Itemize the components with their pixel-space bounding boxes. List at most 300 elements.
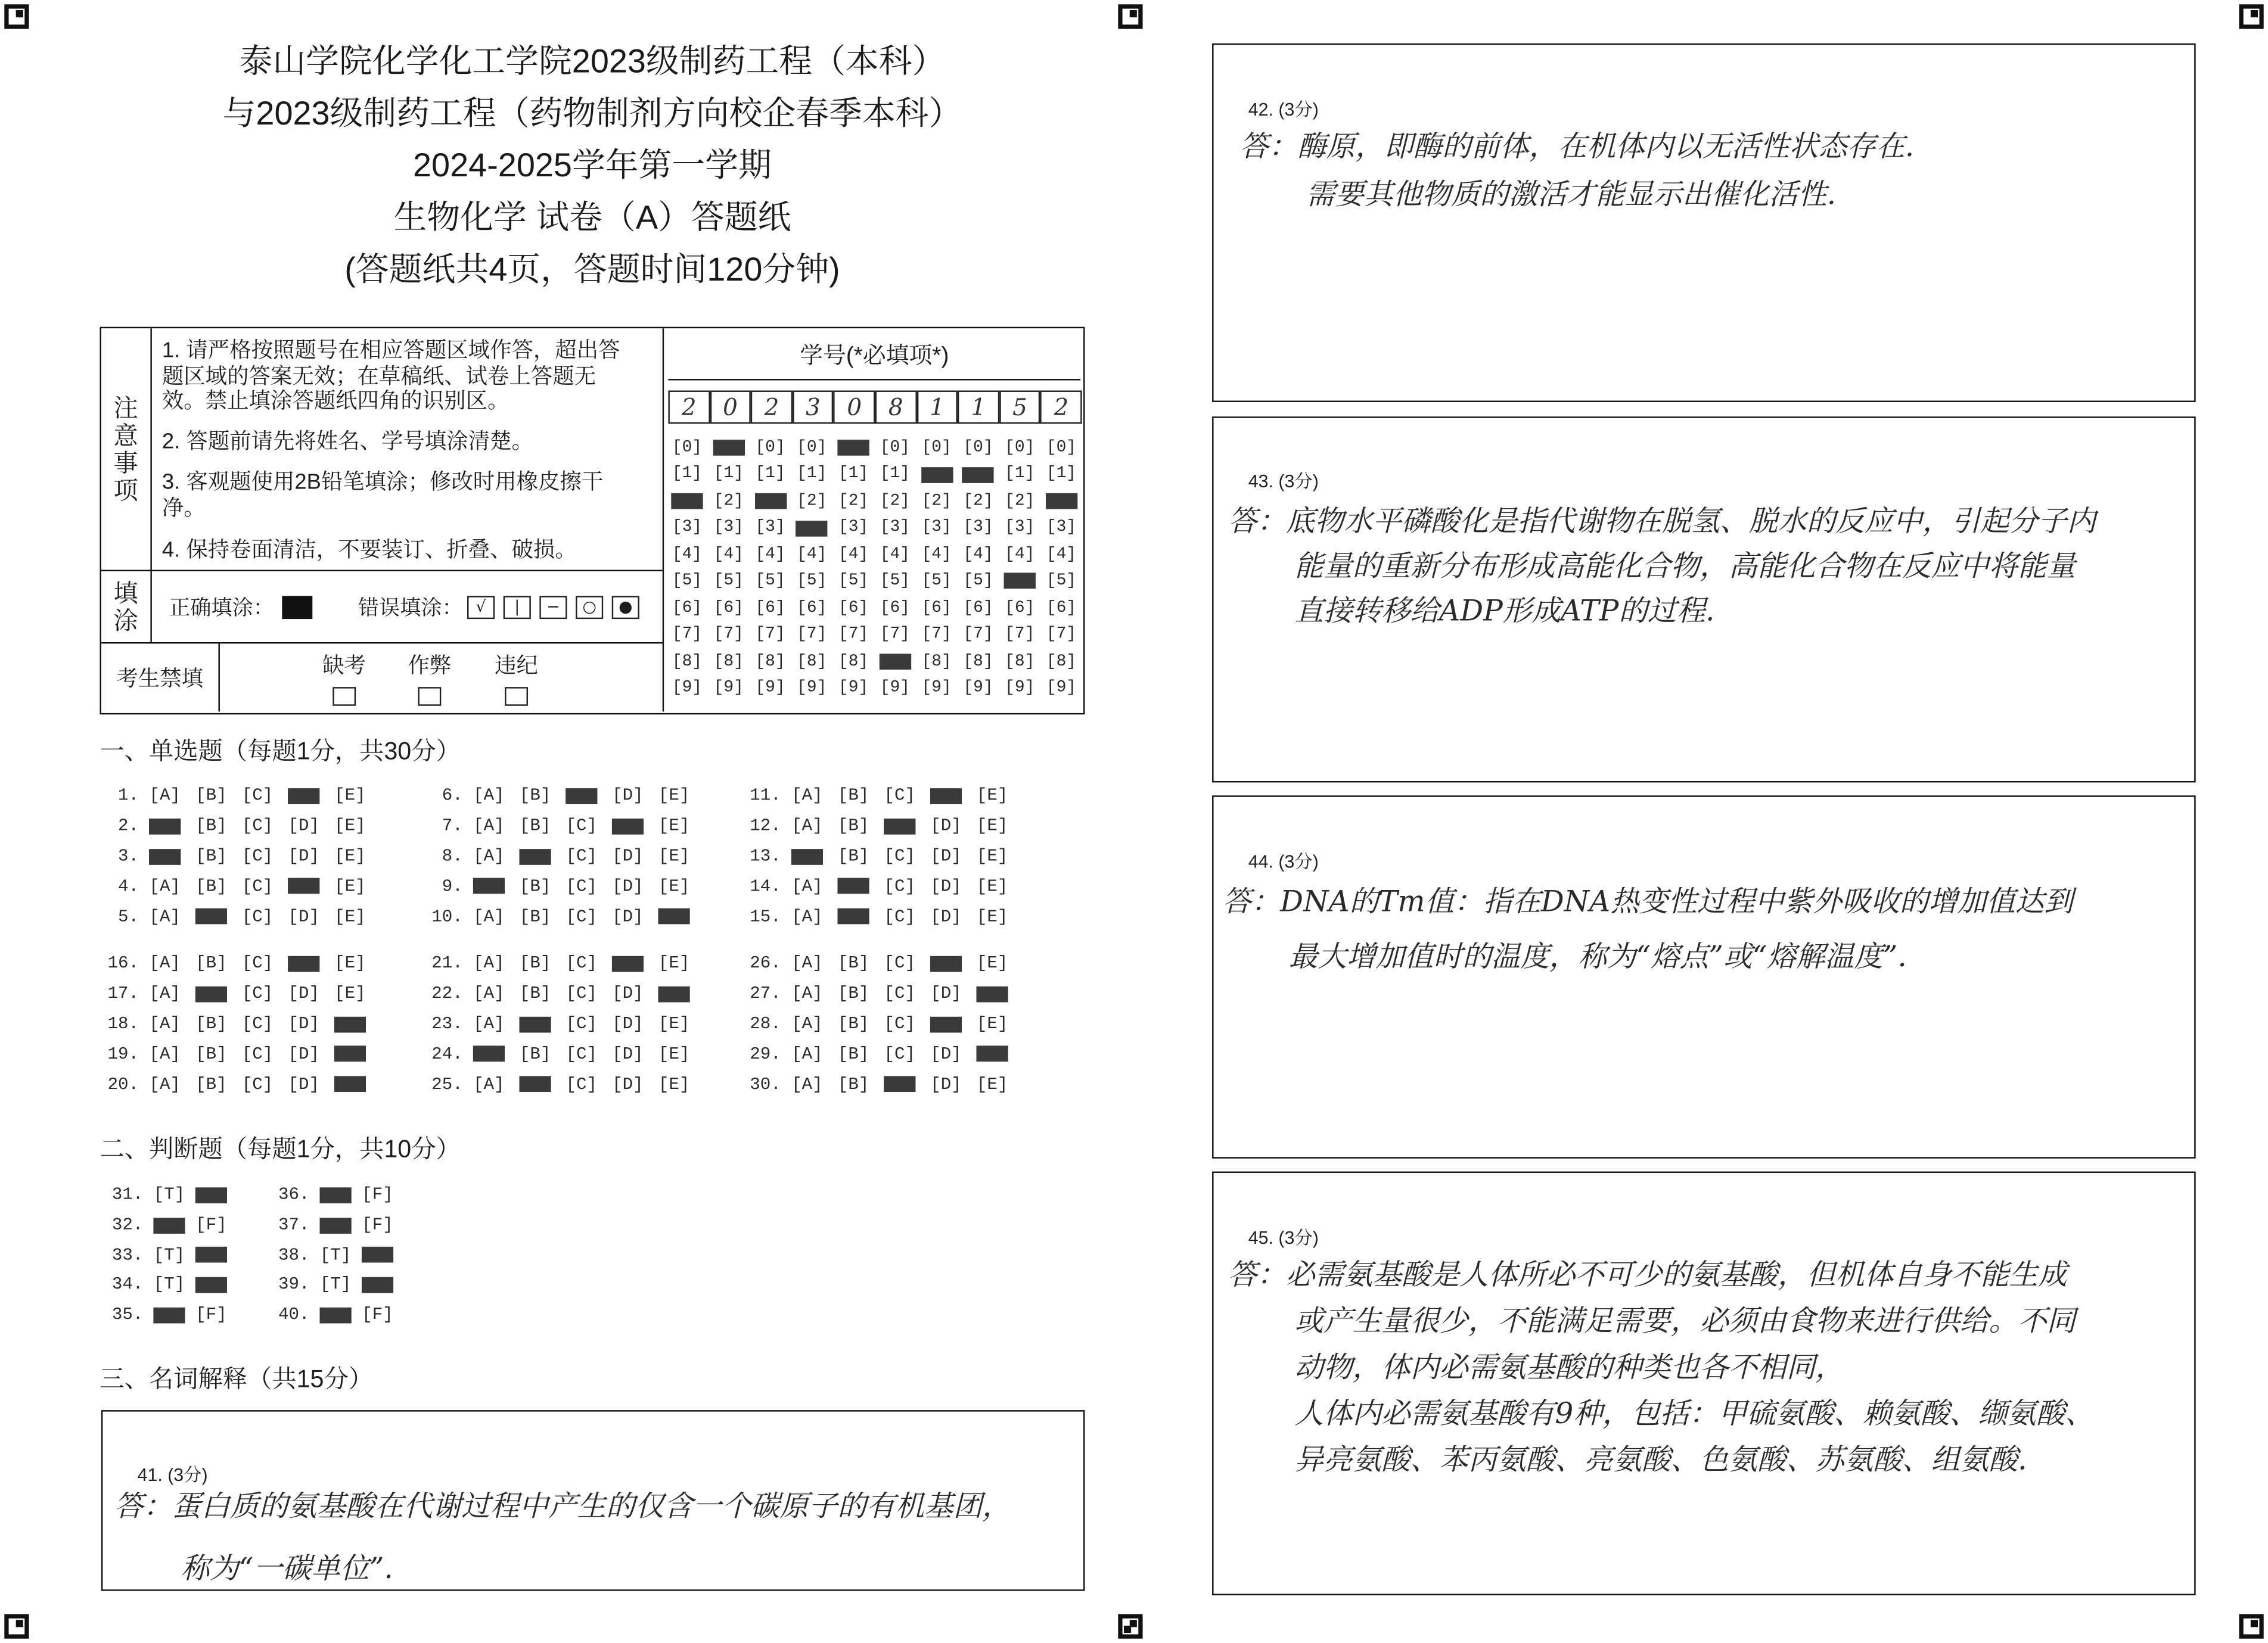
mcq-option: [A] bbox=[149, 983, 181, 1004]
question-label: 44. (3分) bbox=[1248, 851, 1319, 872]
student-id-bubble: [5] bbox=[838, 571, 869, 591]
student-id-bubble: [9] bbox=[1046, 678, 1077, 698]
status-checkbox bbox=[418, 687, 441, 706]
mcq-question bbox=[104, 1043, 381, 1066]
mcq-number: 6. bbox=[442, 785, 463, 806]
student-id-bubble: [6] bbox=[1046, 598, 1077, 617]
student-id-bubble: [4] bbox=[838, 544, 869, 564]
student-id-bubble: [5] bbox=[713, 571, 744, 591]
mcq-option-filled bbox=[519, 1012, 551, 1035]
handwritten-answer-line: 称为“一碳单位”. bbox=[181, 1550, 393, 1585]
notes-label: 注意事项 bbox=[113, 394, 138, 505]
handwritten-answer-line: 动物，体内必需氨基酸的种类也各不相同， bbox=[1294, 1349, 1844, 1384]
mcq-option: [A] bbox=[791, 876, 823, 897]
corner-marker-bottom-left bbox=[4, 1614, 29, 1638]
mcq-option: [B] bbox=[195, 1073, 227, 1094]
mcq-option: [B] bbox=[195, 953, 227, 973]
mcq-option: [C] bbox=[884, 1044, 915, 1065]
student-id-bubble-filled bbox=[671, 490, 703, 512]
wrong-fill-dash-mark: − bbox=[539, 595, 567, 618]
student-id-digit: 0 bbox=[847, 393, 862, 421]
student-id-digit-box bbox=[916, 391, 958, 424]
student-id-bubble-filled bbox=[796, 517, 828, 539]
answer-box-44 bbox=[1212, 795, 2196, 1158]
student-id-bubble: [5] bbox=[755, 571, 785, 591]
student-id-bubble: [3] bbox=[880, 518, 911, 537]
student-id-digit: 2 bbox=[1054, 393, 1069, 421]
tf-option: [T] bbox=[153, 1244, 185, 1265]
mcq-option-filled bbox=[149, 844, 181, 867]
mcq-option-filled bbox=[930, 784, 962, 807]
mcq-number: 18. bbox=[107, 1013, 139, 1034]
mcq-option: [A] bbox=[791, 906, 823, 927]
student-id-bubble: [7] bbox=[1005, 625, 1035, 644]
answer-box-42 bbox=[1212, 43, 2196, 402]
mcq-question bbox=[428, 905, 704, 928]
mcq-option-filled bbox=[884, 1072, 915, 1096]
student-id-bubble: [6] bbox=[755, 598, 785, 617]
question-label: 43. (3分) bbox=[1248, 471, 1319, 492]
student-id-digit: 8 bbox=[888, 393, 903, 421]
student-id-bubble: [3] bbox=[838, 518, 869, 537]
mcq-option-filled bbox=[288, 784, 319, 807]
tf-number: 36. bbox=[278, 1184, 310, 1205]
mcq-option: [C] bbox=[884, 953, 915, 973]
handwritten-answer bbox=[102, 1475, 1085, 1591]
mcq-option: [B] bbox=[837, 845, 869, 866]
mcq-number: 29. bbox=[750, 1044, 781, 1065]
title-line: 与2023级制药工程（药物制剂方向校企春季本科） bbox=[222, 94, 962, 132]
tf-question bbox=[108, 1213, 237, 1236]
student-id-digit-box bbox=[1040, 391, 1082, 424]
status-option-label: 违纪 bbox=[495, 654, 538, 679]
mcq-question bbox=[746, 1072, 1023, 1096]
student-id-digit-box bbox=[958, 391, 999, 424]
mcq-option: [D] bbox=[930, 906, 962, 927]
student-id-bubble: [0] bbox=[963, 438, 993, 458]
student-id-digit-box bbox=[751, 391, 792, 424]
mcq-question bbox=[428, 982, 704, 1005]
mcq-number: 2. bbox=[118, 816, 139, 836]
mcq-number: 19. bbox=[107, 1044, 139, 1065]
mcq-option: [A] bbox=[149, 1044, 181, 1065]
note-item: 4. 保持卷面清洁，不要装订、折叠、破损。 bbox=[161, 538, 577, 563]
handwritten-answer-line: 异亮氨酸、苯丙氨酸、亮氨酸、色氨酸、苏氨酸、组氨酸. bbox=[1294, 1442, 2027, 1477]
student-id-bubble: [2] bbox=[1005, 491, 1035, 511]
mcq-option-filled bbox=[884, 814, 915, 838]
wrong-fill-dot-mark: ● bbox=[612, 595, 639, 618]
mcq-option: [D] bbox=[288, 983, 319, 1004]
student-id-bubble: [5] bbox=[797, 571, 827, 591]
mcq-option-filled bbox=[930, 1012, 962, 1035]
mcq-option: [C] bbox=[566, 816, 597, 836]
mcq-option: [D] bbox=[288, 1013, 319, 1034]
mcq-question bbox=[428, 784, 704, 807]
mcq-option: [A] bbox=[149, 785, 181, 806]
student-id-bubble: [9] bbox=[921, 678, 952, 698]
question-label: 42. (3分) bbox=[1248, 99, 1319, 120]
mcq-option: [C] bbox=[566, 906, 597, 927]
mcq-option: [A] bbox=[149, 1073, 181, 1094]
mcq-option-filled bbox=[976, 1043, 1008, 1066]
mcq-option: [B] bbox=[195, 1044, 227, 1065]
mcq-number: 7. bbox=[442, 816, 463, 836]
student-id-bubble: [5] bbox=[1046, 571, 1077, 591]
mcq-option: [C] bbox=[241, 1044, 274, 1065]
tf-question bbox=[275, 1303, 403, 1327]
student-id-bubble: [1] bbox=[713, 465, 744, 484]
student-id-bubble: [9] bbox=[672, 678, 703, 698]
student-id-bubble: [4] bbox=[672, 544, 703, 564]
student-id-digit: 1 bbox=[930, 393, 945, 421]
student-id-bubble: [9] bbox=[963, 678, 993, 698]
mcq-option: [C] bbox=[566, 845, 597, 866]
fill-example-cell bbox=[152, 571, 663, 643]
mcq-number: 20. bbox=[107, 1073, 139, 1094]
student-id-bubble: [6] bbox=[713, 598, 744, 617]
mcq-option-filled bbox=[334, 1072, 366, 1096]
mcq-question bbox=[104, 814, 381, 838]
mcq-option: [D] bbox=[288, 845, 319, 866]
tf-option-filled bbox=[195, 1243, 227, 1267]
student-id-bubble: [9] bbox=[880, 678, 911, 698]
student-id-bubble: [6] bbox=[797, 598, 827, 617]
student-id-bubble: [8] bbox=[963, 651, 993, 671]
mcq-question bbox=[746, 905, 1023, 928]
student-id-bubble: [2] bbox=[963, 491, 993, 511]
student-id-bubble: [4] bbox=[963, 544, 993, 564]
mcq-question bbox=[104, 982, 381, 1005]
mcq-option: [E] bbox=[976, 876, 1008, 897]
mcq-number: 1. bbox=[118, 785, 139, 806]
tf-option: [T] bbox=[153, 1274, 185, 1295]
mcq-option: [A] bbox=[791, 983, 823, 1004]
status-checkbox bbox=[505, 687, 528, 706]
mcq-option: [C] bbox=[241, 983, 274, 1004]
mcq-option: [A] bbox=[791, 816, 823, 836]
mcq-option: [C] bbox=[884, 845, 915, 866]
note-item: 2. 答题前请先将姓名、学号填涂清楚。 bbox=[161, 430, 533, 455]
tf-option-filled bbox=[362, 1243, 393, 1267]
student-id-bubble: [8] bbox=[713, 651, 744, 671]
mcq-option: [B] bbox=[195, 1013, 227, 1034]
mcq-option-filled bbox=[334, 1043, 366, 1066]
student-id-bubble: [6] bbox=[672, 598, 703, 617]
handwritten-answer bbox=[1214, 873, 2196, 984]
status-option-label: 作弊 bbox=[408, 654, 452, 679]
student-id-bubble: [8] bbox=[921, 651, 952, 671]
student-id-bubble: [2] bbox=[797, 491, 827, 511]
tf-question bbox=[108, 1303, 237, 1327]
mcq-option: [C] bbox=[884, 876, 915, 897]
tf-number: 40. bbox=[278, 1305, 310, 1325]
student-id-bubble: [1] bbox=[797, 465, 827, 484]
mcq-option: [B] bbox=[837, 1073, 869, 1094]
wrong-fill-label: 错误填涂： bbox=[358, 597, 463, 621]
tf-number: 33. bbox=[111, 1244, 144, 1265]
mcq-option: [C] bbox=[241, 906, 274, 927]
status-option-label: 缺考 bbox=[322, 654, 366, 679]
mcq-number: 11. bbox=[750, 785, 781, 806]
student-id-bubble: [4] bbox=[1046, 544, 1077, 564]
exam-status-label: 考生禁填 bbox=[101, 643, 220, 711]
mcq-number: 21. bbox=[431, 953, 463, 973]
mcq-option-filled bbox=[612, 814, 644, 838]
wrong-fill-check-mark: √ bbox=[467, 595, 495, 618]
title-line: 泰山学院化学化工学院2023级制药工程（本科） bbox=[239, 42, 946, 80]
mcq-question bbox=[104, 844, 381, 867]
student-id-bubble: [0] bbox=[1046, 438, 1077, 458]
section-title-single-choice: 一、单选题（每题1分，共30分） bbox=[100, 738, 461, 766]
mcq-option: [B] bbox=[519, 1044, 551, 1065]
mcq-option: [E] bbox=[976, 1013, 1008, 1034]
student-id-bubble: [8] bbox=[1005, 651, 1035, 671]
student-id-bubble-filled bbox=[713, 437, 744, 458]
title-line: (答题纸共4页，答题时间120分钟) bbox=[344, 250, 840, 288]
student-id-bubble-filled bbox=[754, 490, 786, 512]
exam-status-cell bbox=[220, 643, 663, 711]
wrong-fill-circle-mark: ○ bbox=[576, 595, 603, 618]
mcq-option-filled bbox=[837, 875, 869, 898]
student-id-bubble: [0] bbox=[672, 438, 703, 458]
student-id-bubble: [6] bbox=[1005, 598, 1035, 617]
status-checkbox bbox=[333, 687, 356, 706]
mcq-number: 30. bbox=[750, 1073, 781, 1094]
handwritten-answer-line: 答：DNA的Tm值：指在DNA热变性过程中紫外吸收的增加值达到 bbox=[1222, 883, 2073, 919]
mcq-number: 9. bbox=[442, 876, 463, 897]
student-id-digit-box bbox=[834, 391, 875, 424]
tf-number: 38. bbox=[278, 1244, 310, 1265]
handwritten-answer-line: 或产生量很少，不能满足需要，必须由食物来进行供给。不同 bbox=[1294, 1303, 2076, 1338]
mcq-option-filled bbox=[658, 982, 689, 1005]
mcq-question bbox=[104, 784, 381, 807]
student-id-bubble-filled bbox=[1045, 490, 1077, 512]
student-id-digit-box bbox=[875, 391, 916, 424]
mcq-option: [D] bbox=[930, 845, 962, 866]
student-id-bubble: [3] bbox=[963, 518, 993, 537]
tf-question bbox=[108, 1183, 237, 1206]
mcq-option: [A] bbox=[149, 876, 181, 897]
student-id-digit: 2 bbox=[764, 393, 779, 421]
student-id-bubble-filled bbox=[1004, 570, 1036, 592]
note-item: 1. 请严格按照题号在相应答题区域作答，超出答题区域的答案无效；在草稿纸、试卷上答题无效。禁止填涂答题纸四角的识别区。 bbox=[161, 338, 620, 414]
student-id-bubble: [4] bbox=[755, 544, 785, 564]
mcq-question bbox=[428, 1043, 704, 1066]
student-id-bubble: [3] bbox=[755, 518, 785, 537]
student-id-bubble-filled bbox=[921, 463, 952, 485]
mcq-option: [A] bbox=[473, 983, 505, 1004]
tf-question bbox=[275, 1273, 403, 1296]
mcq-number: 8. bbox=[442, 845, 463, 866]
mcq-option: [D] bbox=[612, 876, 644, 897]
student-id-digit: 1 bbox=[971, 393, 986, 421]
fill-label: 填涂 bbox=[113, 579, 138, 634]
mcq-option: [D] bbox=[930, 876, 962, 897]
student-id-bubble: [7] bbox=[921, 625, 952, 644]
student-id-bubble: [7] bbox=[797, 625, 827, 644]
mcq-question bbox=[428, 875, 704, 898]
mcq-option-filled bbox=[288, 952, 319, 975]
mcq-option: [D] bbox=[612, 983, 644, 1004]
tf-option-filled bbox=[319, 1303, 351, 1327]
student-id-bubble: [0] bbox=[755, 438, 785, 458]
student-id-digit: 3 bbox=[806, 393, 821, 421]
mcq-option: [B] bbox=[195, 816, 227, 836]
mcq-option: [C] bbox=[566, 953, 597, 973]
mcq-number: 10. bbox=[431, 906, 463, 927]
student-id-bubble: [1] bbox=[838, 465, 869, 484]
student-id-digit-box bbox=[668, 391, 709, 424]
mcq-option: [E] bbox=[334, 816, 366, 836]
fill-label-cell bbox=[101, 571, 152, 643]
section-title-true-false: 二、判断题（每题1分，共10分） bbox=[100, 1135, 461, 1163]
mcq-option: [D] bbox=[612, 845, 644, 866]
mcq-option: [C] bbox=[241, 785, 274, 806]
note-item: 3. 客观题使用2B铅笔填涂；修改时用橡皮擦干净。 bbox=[161, 470, 604, 521]
student-id-bubble: [2] bbox=[838, 491, 869, 511]
mcq-question bbox=[746, 875, 1023, 898]
mcq-option-filled bbox=[612, 952, 644, 975]
student-id-bubble-filled bbox=[962, 463, 994, 485]
student-id-section bbox=[663, 328, 1082, 711]
student-id-bubble: [1] bbox=[1005, 465, 1035, 484]
corner-marker-top-right bbox=[2239, 4, 2263, 29]
mcq-option: [B] bbox=[519, 906, 551, 927]
mcq-option: [E] bbox=[334, 983, 366, 1004]
mcq-option: [A] bbox=[149, 953, 181, 973]
mcq-option: [C] bbox=[241, 1073, 274, 1094]
handwritten-answer-line: 需要其他物质的激活才能显示出催化活性. bbox=[1306, 176, 1837, 211]
student-id-digit-box bbox=[710, 391, 751, 424]
question-label: 41. (3分) bbox=[137, 1465, 208, 1486]
mcq-option: [D] bbox=[612, 785, 644, 806]
mcq-option: [A] bbox=[473, 953, 505, 973]
mcq-option: [C] bbox=[566, 1013, 597, 1034]
student-id-bubble: [7] bbox=[713, 625, 744, 644]
mcq-option-filled bbox=[195, 905, 227, 928]
mcq-option: [D] bbox=[930, 983, 962, 1004]
correct-fill-mark bbox=[281, 595, 312, 618]
corner-marker-bottom-right bbox=[2239, 1614, 2263, 1638]
tf-option-filled bbox=[153, 1213, 185, 1236]
mcq-option: [D] bbox=[288, 906, 319, 927]
student-id-bubble: [0] bbox=[921, 438, 952, 458]
tf-option-filled bbox=[362, 1273, 393, 1296]
mcq-option: [E] bbox=[334, 876, 366, 897]
student-id-bubble: [7] bbox=[838, 625, 869, 644]
student-id-bubble: [0] bbox=[880, 438, 911, 458]
handwritten-answer bbox=[1214, 123, 2196, 218]
mcq-option: [E] bbox=[334, 785, 366, 806]
handwritten-answer-line: 答：酶原，即酶的前体，在机体内以无活性状态存在. bbox=[1239, 129, 1915, 164]
status-option-absent bbox=[312, 649, 376, 706]
notes-label-cell bbox=[101, 328, 152, 571]
tf-option: [T] bbox=[319, 1274, 352, 1295]
student-id-digit-row bbox=[668, 391, 1082, 424]
mcq-option-filled bbox=[837, 905, 869, 928]
mcq-option: [B] bbox=[837, 785, 869, 806]
mcq-option: [C] bbox=[566, 876, 597, 897]
instructions-table bbox=[100, 327, 1085, 715]
mcq-option: [D] bbox=[288, 816, 319, 836]
mcq-option: [E] bbox=[976, 1073, 1008, 1094]
tf-number: 32. bbox=[111, 1214, 144, 1235]
mcq-option: [D] bbox=[930, 816, 962, 836]
mcq-question bbox=[746, 1012, 1023, 1035]
mcq-option-filled bbox=[149, 814, 181, 838]
mcq-option-filled bbox=[334, 1012, 366, 1035]
student-id-digit: 2 bbox=[681, 393, 697, 421]
student-id-bubble: [5] bbox=[672, 571, 703, 591]
student-id-bubble-filled bbox=[837, 437, 869, 458]
mcq-option: [E] bbox=[334, 953, 366, 973]
mcq-option: [A] bbox=[473, 845, 505, 866]
mcq-option: [E] bbox=[976, 785, 1008, 806]
student-id-digit: 5 bbox=[1012, 393, 1027, 421]
mcq-option-filled bbox=[658, 905, 689, 928]
student-id-bubble: [2] bbox=[880, 491, 911, 511]
sheet-title bbox=[100, 35, 1085, 295]
mcq-option: [A] bbox=[473, 816, 505, 836]
student-id-bubble: [2] bbox=[921, 491, 952, 511]
mcq-option-filled bbox=[473, 875, 505, 898]
handwritten-answer-line: 能量的重新分布形成高能化合物，高能化合物在反应中将能量 bbox=[1294, 548, 2076, 583]
handwritten-answer-line: 直接转移给ADP形成ATP的过程. bbox=[1294, 593, 1715, 628]
status-option-cheating bbox=[398, 649, 462, 706]
mcq-question bbox=[428, 844, 704, 867]
mcq-question bbox=[104, 875, 381, 898]
mcq-option-filled bbox=[473, 1043, 505, 1066]
mcq-option: [E] bbox=[658, 816, 690, 836]
student-id-bubble: [1] bbox=[1046, 465, 1077, 484]
mcq-number: 17. bbox=[107, 983, 139, 1004]
corner-marker-top-middle bbox=[1118, 4, 1142, 29]
notes-cell bbox=[152, 328, 663, 571]
mcq-option: [E] bbox=[658, 1073, 690, 1094]
tf-question bbox=[275, 1213, 403, 1236]
tf-question bbox=[108, 1243, 237, 1267]
handwritten-answer-line: 答：必需氨基酸是人体所必不可少的氨基酸，但机体自身不能生成 bbox=[1228, 1256, 2067, 1292]
mcq-question bbox=[746, 814, 1023, 838]
mcq-number: 26. bbox=[750, 953, 781, 973]
mcq-question bbox=[104, 952, 381, 975]
student-id-bubble: [8] bbox=[755, 651, 785, 671]
student-id-bubble: [1] bbox=[880, 465, 911, 484]
handwritten-answer-line: 人体内必需氨基酸有9种，包括：甲硫氨酸、赖氨酸、缬氨酸、 bbox=[1294, 1395, 2095, 1431]
mcq-option: [C] bbox=[241, 1013, 274, 1034]
student-id-bubble: [3] bbox=[921, 518, 952, 537]
mcq-question bbox=[428, 1012, 704, 1035]
mcq-option: [E] bbox=[658, 876, 690, 897]
student-id-bubble: [7] bbox=[672, 625, 703, 644]
mcq-option-filled bbox=[519, 844, 551, 867]
mcq-option: [B] bbox=[837, 953, 869, 973]
mcq-option: [C] bbox=[241, 845, 274, 866]
student-id-bubble: [3] bbox=[713, 518, 744, 537]
wrong-fill-vertical-mark: | bbox=[504, 595, 531, 618]
mcq-option-filled bbox=[288, 875, 319, 898]
mcq-option: [C] bbox=[241, 816, 274, 836]
student-id-bubble: [9] bbox=[838, 678, 869, 698]
mcq-option: [A] bbox=[149, 1013, 181, 1034]
tf-option-filled bbox=[195, 1183, 227, 1206]
mcq-option-filled bbox=[195, 982, 227, 1005]
mcq-question bbox=[104, 1072, 381, 1096]
student-id-bubble: [7] bbox=[963, 625, 993, 644]
student-id-bubble: [6] bbox=[838, 598, 869, 617]
student-id-bubble: [5] bbox=[921, 571, 952, 591]
student-id-bubble-grid bbox=[664, 437, 1083, 708]
